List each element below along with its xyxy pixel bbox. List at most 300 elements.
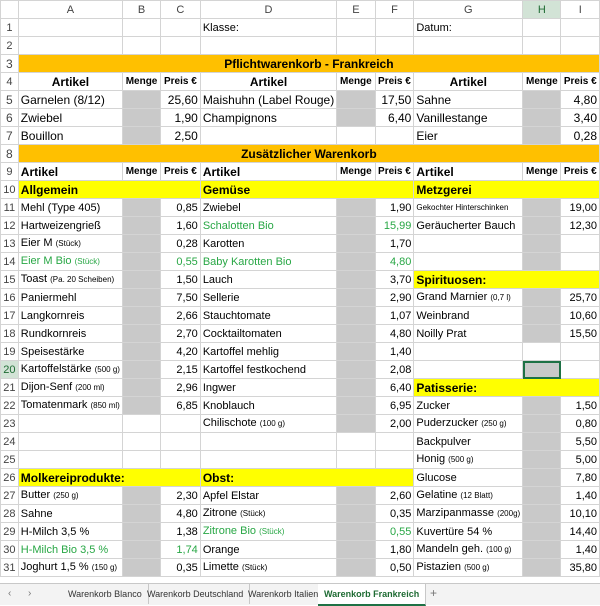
- cell[interactable]: [18, 19, 122, 37]
- row-header[interactable]: 18: [1, 325, 19, 343]
- preis-cell[interactable]: [375, 217, 414, 235]
- artikel-cell[interactable]: [200, 451, 336, 469]
- row-header[interactable]: 8: [1, 145, 19, 163]
- menge-input-cell[interactable]: [123, 271, 161, 289]
- artikel-cell[interactable]: [200, 361, 336, 379]
- cell[interactable]: [337, 37, 375, 55]
- preis-cell[interactable]: [375, 523, 414, 541]
- artikel-cell[interactable]: Garnelen (8/12): [18, 91, 122, 109]
- row-header[interactable]: 5: [1, 91, 19, 109]
- cell[interactable]: [561, 37, 600, 55]
- artikel-cell[interactable]: [414, 523, 523, 541]
- preis-cell[interactable]: [375, 127, 414, 145]
- artikel-cell[interactable]: [200, 559, 336, 577]
- menge-input-cell[interactable]: [123, 361, 161, 379]
- col-header-preis[interactable]: Preis €: [561, 73, 600, 91]
- menge-input-cell[interactable]: [337, 487, 375, 505]
- artikel-cell[interactable]: [200, 289, 336, 307]
- cell[interactable]: [375, 19, 414, 37]
- cell[interactable]: [161, 37, 201, 55]
- menge-input-cell[interactable]: [337, 343, 375, 361]
- artikel-cell[interactable]: [18, 523, 122, 541]
- row-header[interactable]: 2: [1, 37, 19, 55]
- preis-cell[interactable]: [561, 487, 600, 505]
- artikel-cell[interactable]: [18, 505, 122, 523]
- preis-cell[interactable]: [375, 343, 414, 361]
- menge-input-cell[interactable]: [123, 397, 161, 415]
- col-header-preis[interactable]: Preis €: [161, 163, 201, 181]
- artikel-cell[interactable]: [18, 541, 122, 559]
- row-header[interactable]: 6: [1, 109, 19, 127]
- menge-input-cell[interactable]: [337, 415, 375, 433]
- artikel-cell[interactable]: [18, 289, 122, 307]
- tab-warenkorb-deutschland[interactable]: Warenkorb Deutschland: [141, 584, 250, 604]
- preis-cell[interactable]: [561, 217, 600, 235]
- section-patisserie[interactable]: Patisserie:: [414, 379, 600, 397]
- preis-cell[interactable]: [375, 487, 414, 505]
- preis-cell[interactable]: [161, 325, 201, 343]
- menge-input-cell[interactable]: [337, 109, 375, 127]
- artikel-cell[interactable]: [200, 127, 336, 145]
- artikel-cell[interactable]: [18, 397, 122, 415]
- artikel-cell[interactable]: [414, 487, 523, 505]
- menge-input-cell[interactable]: [337, 505, 375, 523]
- preis-cell[interactable]: [561, 469, 600, 487]
- menge-input-cell[interactable]: [523, 433, 561, 451]
- preis-cell[interactable]: [161, 343, 201, 361]
- preis-cell[interactable]: [561, 451, 600, 469]
- artikel-cell[interactable]: [18, 217, 122, 235]
- artikel-cell[interactable]: Zwiebel: [18, 109, 122, 127]
- col-header-menge[interactable]: Menge: [523, 163, 561, 181]
- row-header[interactable]: 16: [1, 289, 19, 307]
- artikel-cell[interactable]: [414, 343, 523, 361]
- artikel-cell[interactable]: [414, 451, 523, 469]
- column-header-b[interactable]: B: [123, 1, 161, 19]
- preis-cell[interactable]: [561, 343, 600, 361]
- artikel-cell[interactable]: [18, 199, 122, 217]
- row-header[interactable]: 29: [1, 523, 19, 541]
- cell[interactable]: [123, 19, 161, 37]
- artikel-cell[interactable]: [200, 541, 336, 559]
- row-header[interactable]: 17: [1, 307, 19, 325]
- row-header[interactable]: 19: [1, 343, 19, 361]
- row-header[interactable]: 25: [1, 451, 19, 469]
- menge-input-cell[interactable]: [523, 199, 561, 217]
- column-header-c[interactable]: C: [161, 1, 201, 19]
- column-header-e[interactable]: E: [337, 1, 375, 19]
- row-header[interactable]: 23: [1, 415, 19, 433]
- col-header-artikel[interactable]: Artikel: [200, 163, 336, 181]
- menge-input-cell[interactable]: [123, 307, 161, 325]
- menge-input-cell[interactable]: [123, 127, 161, 145]
- col-header-menge[interactable]: Menge: [123, 73, 161, 91]
- col-header-menge[interactable]: Menge: [337, 163, 375, 181]
- preis-cell[interactable]: [561, 397, 600, 415]
- sheet-row: [1, 433, 600, 451]
- menge-input-cell[interactable]: [523, 343, 561, 361]
- col-header-artikel[interactable]: Artikel: [414, 163, 523, 181]
- preis-cell[interactable]: [161, 199, 201, 217]
- preis-cell[interactable]: [161, 451, 201, 469]
- preis-cell[interactable]: [161, 253, 201, 271]
- column-header-h[interactable]: H: [523, 1, 561, 19]
- menge-input-cell[interactable]: [523, 307, 561, 325]
- preis-cell[interactable]: 2,50: [161, 127, 201, 145]
- next-sheet-arrow-icon[interactable]: ›: [28, 588, 32, 599]
- cell[interactable]: [523, 37, 561, 55]
- menge-input-cell[interactable]: [523, 325, 561, 343]
- cell[interactable]: [375, 37, 414, 55]
- artikel-cell[interactable]: [414, 559, 523, 577]
- artikel-cell[interactable]: [200, 343, 336, 361]
- preis-cell[interactable]: 0,28: [561, 127, 600, 145]
- cell-text: Joghurt 1,5 %: [20, 561, 89, 573]
- preis-cell[interactable]: [161, 415, 201, 433]
- menge-input-cell[interactable]: [337, 433, 375, 451]
- row-header[interactable]: 31: [1, 559, 19, 577]
- preis-cell[interactable]: [161, 361, 201, 379]
- menge-input-cell[interactable]: [123, 433, 161, 451]
- artikel-cell[interactable]: [18, 253, 122, 271]
- artikel-cell[interactable]: [414, 199, 523, 217]
- menge-input-cell[interactable]: [523, 523, 561, 541]
- cell-text: 2,70: [176, 327, 198, 340]
- artikel-cell[interactable]: [18, 451, 122, 469]
- preis-cell[interactable]: [561, 523, 600, 541]
- artikel-cell[interactable]: [200, 379, 336, 397]
- artikel-cell[interactable]: [414, 469, 523, 487]
- artikel-cell[interactable]: Champignons: [200, 109, 336, 127]
- menge-input-cell[interactable]: [337, 397, 375, 415]
- column-header-d[interactable]: D: [200, 1, 336, 19]
- artikel-cell[interactable]: [200, 433, 336, 451]
- artikel-cell[interactable]: [18, 487, 122, 505]
- artikel-cell[interactable]: Maishuhn (Label Rouge): [200, 91, 336, 109]
- cell[interactable]: [18, 37, 122, 55]
- menge-input-cell[interactable]: [123, 235, 161, 253]
- cell[interactable]: [123, 37, 161, 55]
- preis-cell[interactable]: 6,40: [375, 109, 414, 127]
- datum-label[interactable]: Datum:: [414, 19, 523, 37]
- menge-input-cell[interactable]: [523, 541, 561, 559]
- cell[interactable]: [200, 37, 336, 55]
- artikel-cell[interactable]: Eier: [414, 127, 523, 145]
- preis-cell[interactable]: [375, 289, 414, 307]
- menge-input-cell[interactable]: [123, 505, 161, 523]
- col-header-menge[interactable]: Menge: [123, 163, 161, 181]
- row-header[interactable]: 22: [1, 397, 19, 415]
- menge-input-cell[interactable]: [123, 487, 161, 505]
- artikel-cell[interactable]: [414, 541, 523, 559]
- col-header-preis[interactable]: Preis €: [161, 73, 201, 91]
- section-allgemein[interactable]: Allgemein: [18, 181, 200, 199]
- preis-cell[interactable]: [375, 415, 414, 433]
- preis-cell[interactable]: [561, 307, 600, 325]
- preis-cell[interactable]: 4,80: [561, 91, 600, 109]
- menge-input-cell[interactable]: [523, 469, 561, 487]
- preis-cell[interactable]: [161, 433, 201, 451]
- menge-input-cell[interactable]: [523, 253, 561, 271]
- preis-cell[interactable]: [161, 217, 201, 235]
- row-header[interactable]: 15: [1, 271, 19, 289]
- row-header[interactable]: 24: [1, 433, 19, 451]
- menge-input-cell[interactable]: [523, 397, 561, 415]
- col-header-artikel[interactable]: Artikel: [414, 73, 523, 91]
- tab-warenkorb-blanco[interactable]: Warenkorb Blanco: [62, 584, 149, 604]
- preis-cell[interactable]: [161, 559, 201, 577]
- menge-input-cell[interactable]: [523, 487, 561, 505]
- col-header-menge[interactable]: Menge: [337, 73, 375, 91]
- preis-cell[interactable]: [161, 397, 201, 415]
- artikel-cell[interactable]: [200, 397, 336, 415]
- menge-input-cell[interactable]: [337, 541, 375, 559]
- menge-input-cell[interactable]: [123, 289, 161, 307]
- row-header[interactable]: 21: [1, 379, 19, 397]
- menge-input-cell[interactable]: [123, 109, 161, 127]
- section-molkerei[interactable]: Molkereiprodukte:: [18, 469, 200, 487]
- add-sheet-plus-icon[interactable]: +: [430, 586, 438, 600]
- preis-cell[interactable]: [375, 397, 414, 415]
- menge-input-cell[interactable]: [337, 307, 375, 325]
- menge-input-cell[interactable]: [523, 127, 561, 145]
- preis-cell[interactable]: [375, 325, 414, 343]
- preis-cell[interactable]: [161, 271, 201, 289]
- artikel-cell[interactable]: [200, 199, 336, 217]
- artikel-cell[interactable]: [200, 271, 336, 289]
- menge-input-cell[interactable]: [123, 541, 161, 559]
- artikel-cell[interactable]: Bouillon: [18, 127, 122, 145]
- menge-input-cell[interactable]: [337, 523, 375, 541]
- preis-cell[interactable]: [561, 325, 600, 343]
- row-header[interactable]: 13: [1, 235, 19, 253]
- row-header[interactable]: 20: [1, 361, 19, 379]
- artikel-cell[interactable]: [414, 397, 523, 415]
- preis-cell[interactable]: [161, 379, 201, 397]
- row-header[interactable]: 3: [1, 55, 19, 73]
- artikel-cell[interactable]: [414, 307, 523, 325]
- artikel-cell[interactable]: [200, 217, 336, 235]
- artikel-cell[interactable]: [414, 253, 523, 271]
- artikel-cell[interactable]: [200, 487, 336, 505]
- artikel-cell[interactable]: [200, 235, 336, 253]
- select-all-corner[interactable]: [1, 1, 19, 19]
- artikel-cell[interactable]: [200, 505, 336, 523]
- preis-cell[interactable]: [561, 415, 600, 433]
- menge-input-cell[interactable]: [523, 235, 561, 253]
- menge-input-cell[interactable]: [123, 451, 161, 469]
- preis-cell[interactable]: [561, 559, 600, 577]
- col-header-preis[interactable]: Preis €: [561, 163, 600, 181]
- preis-cell[interactable]: [561, 289, 600, 307]
- prev-sheet-arrow-icon[interactable]: ‹: [8, 588, 12, 599]
- preis-cell[interactable]: [561, 235, 600, 253]
- menge-input-cell[interactable]: [123, 91, 161, 109]
- tab-warenkorb-frankreich[interactable]: Warenkorb Frankreich: [318, 584, 426, 606]
- column-header-a[interactable]: A: [18, 1, 122, 19]
- menge-input-cell[interactable]: [123, 325, 161, 343]
- menge-input-cell[interactable]: [523, 361, 561, 379]
- artikel-cell[interactable]: [414, 361, 523, 379]
- preis-cell[interactable]: [161, 505, 201, 523]
- preis-cell[interactable]: 17,50: [375, 91, 414, 109]
- menge-input-cell[interactable]: [123, 523, 161, 541]
- row-header[interactable]: 9: [1, 163, 19, 181]
- menge-input-cell[interactable]: [337, 253, 375, 271]
- menge-input-cell[interactable]: [523, 415, 561, 433]
- preis-cell[interactable]: [375, 271, 414, 289]
- tab-warenkorb-italien[interactable]: Warenkorb Italien: [242, 584, 325, 604]
- artikel-cell[interactable]: [200, 325, 336, 343]
- menge-input-cell[interactable]: [337, 91, 375, 109]
- menge-input-cell[interactable]: [523, 559, 561, 577]
- preis-cell[interactable]: [161, 541, 201, 559]
- section-obst[interactable]: Obst:: [200, 469, 414, 487]
- artikel-cell[interactable]: [414, 325, 523, 343]
- artikel-cell[interactable]: [18, 343, 122, 361]
- artikel-cell[interactable]: Vanillestange: [414, 109, 523, 127]
- col-header-menge[interactable]: Menge: [523, 73, 561, 91]
- artikel-cell[interactable]: [18, 415, 122, 433]
- menge-input-cell[interactable]: [523, 91, 561, 109]
- preis-cell[interactable]: [375, 379, 414, 397]
- artikel-cell[interactable]: [18, 325, 122, 343]
- menge-input-cell[interactable]: [337, 325, 375, 343]
- row-header[interactable]: 28: [1, 505, 19, 523]
- section-metzgerei[interactable]: Metzgerei: [414, 181, 600, 199]
- menge-input-cell[interactable]: [123, 217, 161, 235]
- col-header-artikel[interactable]: Artikel: [18, 163, 122, 181]
- row-header[interactable]: 7: [1, 127, 19, 145]
- preis-cell[interactable]: [561, 199, 600, 217]
- preis-cell[interactable]: [161, 289, 201, 307]
- row-header[interactable]: 4: [1, 73, 19, 91]
- column-header-f[interactable]: F: [375, 1, 414, 19]
- preis-cell[interactable]: [375, 451, 414, 469]
- column-header-i[interactable]: I: [561, 1, 600, 19]
- menge-input-cell[interactable]: [337, 451, 375, 469]
- row-header[interactable]: 11: [1, 199, 19, 217]
- artikel-cell[interactable]: [18, 271, 122, 289]
- preis-cell[interactable]: [375, 505, 414, 523]
- preis-cell[interactable]: 1,90: [161, 109, 201, 127]
- menge-input-cell[interactable]: [523, 505, 561, 523]
- cell[interactable]: [561, 19, 600, 37]
- klasse-label[interactable]: Klasse:: [200, 19, 336, 37]
- menge-input-cell[interactable]: [337, 199, 375, 217]
- artikel-cell[interactable]: [18, 433, 122, 451]
- row-header[interactable]: 12: [1, 217, 19, 235]
- pflicht-title[interactable]: Pflichtwarenkorb - Frankreich: [18, 55, 599, 73]
- cell[interactable]: [337, 19, 375, 37]
- preis-cell[interactable]: [375, 559, 414, 577]
- preis-cell[interactable]: [375, 541, 414, 559]
- artikel-cell[interactable]: [414, 289, 523, 307]
- preis-cell[interactable]: 25,60: [161, 91, 201, 109]
- cell[interactable]: [161, 19, 201, 37]
- preis-cell[interactable]: [375, 199, 414, 217]
- col-header-preis[interactable]: Preis €: [375, 163, 414, 181]
- menge-input-cell[interactable]: [123, 559, 161, 577]
- preis-cell[interactable]: [375, 253, 414, 271]
- preis-cell[interactable]: [161, 307, 201, 325]
- zusatz-title[interactable]: Zusätzlicher Warenkorb: [18, 145, 599, 163]
- artikel-cell[interactable]: [200, 523, 336, 541]
- menge-input-cell[interactable]: [123, 343, 161, 361]
- cell[interactable]: [414, 37, 523, 55]
- menge-input-cell[interactable]: [337, 217, 375, 235]
- menge-input-cell[interactable]: [523, 217, 561, 235]
- row-header[interactable]: 1: [1, 19, 19, 37]
- artikel-cell[interactable]: [414, 235, 523, 253]
- preis-cell[interactable]: [561, 433, 600, 451]
- artikel-cell[interactable]: Sahne: [414, 91, 523, 109]
- row-header[interactable]: 26: [1, 469, 19, 487]
- col-header-artikel[interactable]: Artikel: [18, 73, 122, 91]
- section-gemuese[interactable]: Gemüse: [200, 181, 414, 199]
- artikel-cell[interactable]: [414, 217, 523, 235]
- artikel-cell[interactable]: [200, 307, 336, 325]
- cell[interactable]: [337, 127, 375, 145]
- col-header-artikel[interactable]: Artikel: [200, 73, 336, 91]
- menge-input-cell[interactable]: [337, 289, 375, 307]
- preis-cell[interactable]: [161, 523, 201, 541]
- artikel-cell[interactable]: [200, 415, 336, 433]
- preis-cell[interactable]: [375, 235, 414, 253]
- preis-cell[interactable]: [561, 361, 600, 379]
- menge-input-cell[interactable]: [337, 379, 375, 397]
- menge-input-cell[interactable]: [123, 199, 161, 217]
- menge-input-cell[interactable]: [523, 109, 561, 127]
- artikel-cell[interactable]: [18, 307, 122, 325]
- artikel-cell[interactable]: [414, 415, 523, 433]
- preis-cell[interactable]: [161, 487, 201, 505]
- menge-input-cell[interactable]: [337, 559, 375, 577]
- artikel-cell[interactable]: [18, 361, 122, 379]
- preis-cell[interactable]: [375, 433, 414, 451]
- menge-input-cell[interactable]: [123, 379, 161, 397]
- preis-cell[interactable]: [375, 307, 414, 325]
- menge-input-cell[interactable]: [337, 271, 375, 289]
- menge-input-cell[interactable]: [337, 235, 375, 253]
- preis-cell[interactable]: 3,40: [561, 109, 600, 127]
- col-header-preis[interactable]: Preis €: [375, 73, 414, 91]
- menge-input-cell[interactable]: [523, 289, 561, 307]
- artikel-cell[interactable]: [18, 379, 122, 397]
- menge-input-cell[interactable]: [123, 415, 161, 433]
- preis-cell[interactable]: [561, 541, 600, 559]
- cell[interactable]: [523, 19, 561, 37]
- row-header[interactable]: 14: [1, 253, 19, 271]
- preis-cell[interactable]: [561, 253, 600, 271]
- artikel-cell[interactable]: [414, 505, 523, 523]
- column-header-g[interactable]: G: [414, 1, 523, 19]
- artikel-cell[interactable]: [18, 559, 122, 577]
- row-header[interactable]: 27: [1, 487, 19, 505]
- row-header[interactable]: 10: [1, 181, 19, 199]
- artikel-cell[interactable]: [200, 253, 336, 271]
- menge-input-cell[interactable]: [337, 361, 375, 379]
- artikel-cell[interactable]: [414, 433, 523, 451]
- row-header[interactable]: 30: [1, 541, 19, 559]
- preis-cell[interactable]: [161, 235, 201, 253]
- preis-cell[interactable]: [375, 361, 414, 379]
- menge-input-cell[interactable]: [123, 253, 161, 271]
- section-spirituosen[interactable]: Spirituosen:: [414, 271, 600, 289]
- artikel-cell[interactable]: [18, 235, 122, 253]
- preis-cell[interactable]: [561, 505, 600, 523]
- menge-input-cell[interactable]: [523, 451, 561, 469]
